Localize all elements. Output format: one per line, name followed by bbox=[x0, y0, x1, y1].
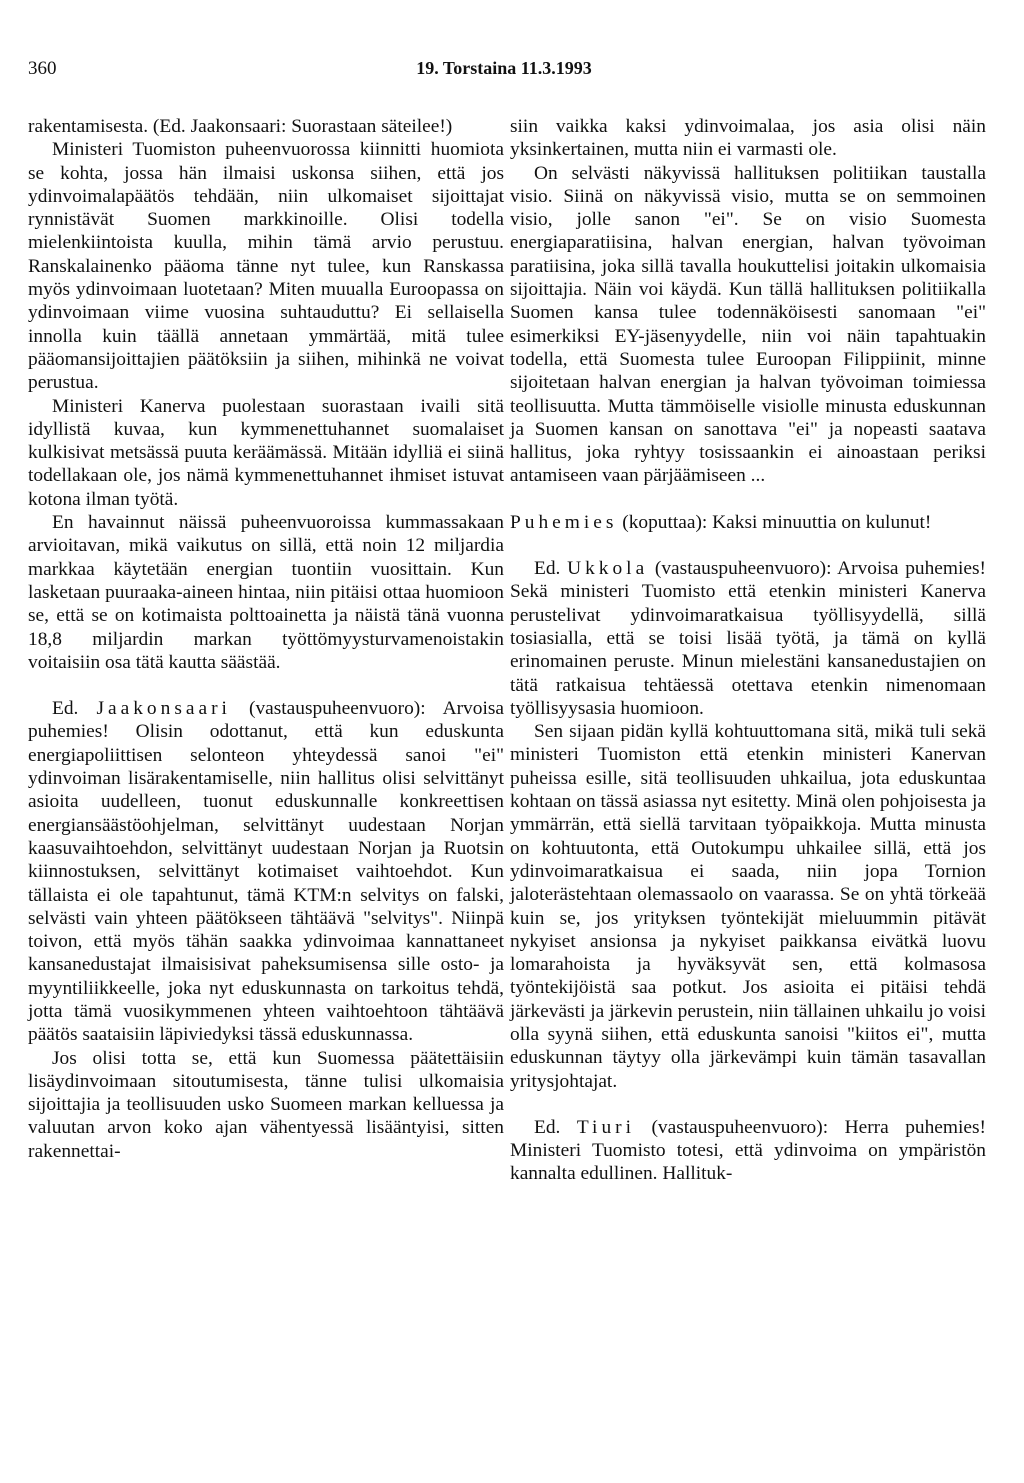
speaker-name: Jaakonsaari bbox=[96, 698, 231, 720]
paragraph: Ministeri Tuomiston puheenvuorossa kiinnitti huomiota se kohta, jossa hän ilmaisi uskonsa siihen, että jos ydinvoimalapäätös tehdään, niin ulkomaiset sijoittajat rynnistävät Suomen markkinoille. Olisi todella mielenkiintoista kuulla, mihin tämä arvio perustuu. Ranskalainenko pääoma tänne nyt tulee, kun Ranskassa myös ydinvoimaan luotetaan? Miten muualla Euroopassa on ydinvoimaan viime vuosina suhtauduttu? Ei sellaisella innolla kuin täällä annetaan ymmärtää, mitä tulee pääomansijoittajien päätöksiin ja siihen, mihinkä ne voivat perustua. bbox=[28, 139, 504, 394]
speech-paragraph bbox=[510, 1116, 986, 1186]
speaker-prefix: Ed. bbox=[534, 1116, 577, 1138]
speech-text: (vastauspuheenvuoro): Arvoisa puhemies! Sekä ministeri Tuomisto että etenkin ministeri Kanerva perustelivat ydinvoimaratkaisua työllisyydellä, sillä tosiasialla, että se toisi lisää työtä, ja tämä on kyllä erinomainen peruste. Minun mielestäni kansanedustajien on tätä ratkaisua tehtäessä otettava etenkin nimenomaan työllisyysasia huomioon. bbox=[510, 558, 986, 719]
right-column bbox=[510, 115, 986, 1186]
page-number: 360 bbox=[28, 58, 57, 79]
paragraph: On selvästi näkyvissä hallituksen politiikan taustalla visio. Siinä on näkyvissä visio, mutta se on semmoinen visio, jolle sanon "ei". Se on visio Suomesta energiaparatiisina, halvan energian, halvan työvoiman paratiisina, joka sillä tavalla houkuttelisi joitakin ulkomaisia sijoittajia. Näin voi käydä. Kun tällä hallituksen politiikalla Suomen kansa tulee todennäköisesti sanomaan "ei" esimerkiksi EY-jäsenyydelle, niin voi näin tapahtuakin todella, että Suomesta tulee Euroopan Filippiinit, minne sijoitetaan halvan energian ja halvan työvoiman toimiessa teollisuutta. Mutta tämmöiselle visiolle minusta eduskunnan ja Suomen kansan on sanottava "ei" ja nopeasti saatava hallitus, joka ryhtyy tosissaankin ei ainoastaan periksi antamiseen vaan pärjäämiseen ... bbox=[510, 162, 986, 487]
left-column bbox=[28, 115, 504, 1163]
speaker-name: Ukkola bbox=[567, 558, 649, 580]
paragraph: rakentamisesta. (Ed. Jaakonsaari: Suorastaan säteilee!) bbox=[28, 116, 453, 137]
speech-paragraph bbox=[28, 697, 504, 1046]
speech-text: (koputtaa): Kaksi minuuttia on kulunut! bbox=[617, 511, 932, 533]
paragraph: En havainnut näissä puheenvuoroissa kummassakaan arvioitavan, mikä vaikutus on sillä, että noin 12 miljardia markkaa käytetään energian tuontiin vuosittain. Kun lasketaan puuraaka-aineen hintaa, niin pitäisi ottaa huomioon se, että se on kotimaista polttoainetta ja näistä tänä vuonna 18,8 miljardin markan työttömyysturvamenoistakin voitaisiin osa tätä kautta säästää. bbox=[28, 512, 504, 673]
speech-text: (vastauspuheenvuoro): Arvoisa puhemies! Olisin odottanut, että kun eduskunta energiapoliittisen selonteon yhteydessä sanoi "ei" ydinvoiman lisärakentamiselle, niin hallitus olisi selvittänyt asioita uudelleen, tuonut eduskunnalle konkreettisen energiansäästöohjelman, selvittänyt uudestaan Norjan kaasuvaihtoehdon, selvittänyt uudestaan Norjan ja Ruotsin kiinnostuksen, selvittänyt kotimaiset vaihtoehdot. Kun tällaista ei ole tapahtunut, tämä KTM:n selvitys on falski, selvästi vain yhteen päätökseen tähtäävä "selvitys". Niinpä toivon, että myös tähän saakka ydinvoimaa kannattaneet kansanedustajat ilmaisisivat paheksumisensa sille osto- ja myyntiliikkeelle, joka nyt eduskunnasta on tarkoitus tehdä, jotta tämä vuosikymmenen yhteen vaihtoehtoon tähtäävä päätös saataisiin läpiviedyksi tässä eduskunnassa. bbox=[28, 698, 504, 1046]
paragraph: siin vaikka kaksi ydinvoimalaa, jos asia olisi näin yksinkertainen, mutta niin ei varmasti ole. bbox=[510, 116, 986, 161]
speaker-prefix: Ed. bbox=[534, 558, 568, 580]
speech-text: (vastauspuheenvuoro): Herra puhemies! Ministeri Tuomisto totesi, että ydinvoima on ympäristön kannalta edullinen. Hallituk- bbox=[510, 1116, 986, 1185]
paragraph: Sen sijaan pidän kyllä kohtuuttomana sitä, mikä tuli sekä ministeri Tuomiston että etenkin ministeri Kanervan puheissa esille, sitä teollisuuden uhkailua, jota eduskuntaa kohtaan on tässä asiassa nyt esitetty. Minä olen pohjoisesta ja ymmärrän, että siellä tarvitaan työpaikkoja. Mutta minusta on kohtuutonta, että Outokumpu uhkailee sillä, että jos ydinvoimaratkaisua ei saada, niin jopa Tornion jaloterästehtaan olemassaolo on vaarassa. Se on yhtä törkeää kuin se, jos yrityksen työntekijät mieluummin pitävät nykyiset ansionsa ja nykyiset paikkansa eivätkä luovu lomarahoista ja hyväksyvät sen, että kolmasosa työntekijöistä saa potkut. Jos asioita ei pitäisi tehdä järkevästi ja järkevin perustein, niin tällainen uhkailu jo voisi olla syynä siihen, että eduskunta sanoisi "kiitos ei", mutta eduskunnan täytyy olla järkevämpi kuin tämän tasavallan yritysjohtajat. bbox=[510, 721, 986, 1092]
speaker-prefix: Ed. bbox=[52, 698, 97, 720]
speech-paragraph bbox=[510, 511, 986, 534]
running-title: 19. Torstaina 11.3.1993 bbox=[416, 58, 592, 78]
speaker-name: Tiuri bbox=[576, 1116, 635, 1138]
paragraph: Jos olisi totta se, että kun Suomessa päätettäisiin lisäydinvoimaan sitoutumisesta, tänne tulisi ulkomaisia sijoittajia ja teollisuuden usko Suomeen markan kelluessa ja valuutan arvon koko ajan vähentyessä lisääntyisi, sitten rakennettai- bbox=[28, 1047, 504, 1162]
speech-paragraph bbox=[510, 557, 986, 720]
paragraph: Ministeri Kanerva puolestaan suorastaan ivaili sitä idyllistä kuvaa, kun kymmenettuhannet suomalaiset kulkisivat metsässä puuta keräämässä. Mitään idylliä ei siinä todellakaan ole, jos nämä kymmenettuhannet ihmiset istuvat kotona ilman työtä. bbox=[28, 395, 504, 510]
speaker-name: Puhemies bbox=[510, 511, 618, 533]
page-header bbox=[28, 58, 980, 84]
